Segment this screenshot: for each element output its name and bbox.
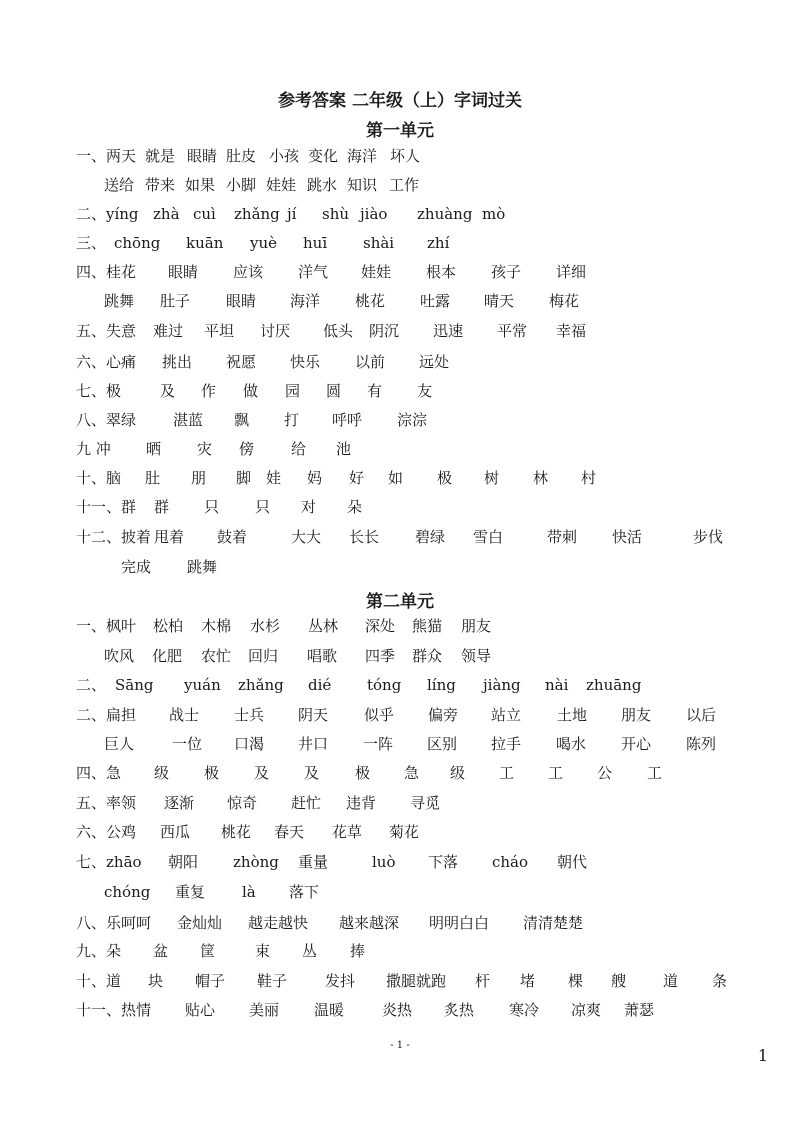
answer-word: 木棉: [201, 617, 232, 635]
answer-word: 眼睛: [226, 292, 257, 310]
answer-word: 祝愿: [226, 353, 257, 371]
unit1-heading: 第一单元: [366, 121, 434, 141]
answer-word: 级: [450, 764, 466, 782]
answer-word: 十、脑: [76, 469, 122, 487]
answer-word: 堵: [520, 972, 536, 990]
answer-word: mò: [482, 205, 506, 223]
answer-word: 好: [349, 469, 365, 487]
answer-word: 作: [201, 382, 217, 400]
answer-word: 村: [581, 469, 597, 487]
answer-word: 群众: [412, 647, 443, 665]
answer-word: 幸福: [556, 322, 587, 340]
answer-word: 只: [255, 498, 271, 516]
answer-word: 工: [548, 764, 564, 782]
answer-word: jiào: [360, 205, 388, 223]
answer-word: 吐露: [420, 292, 451, 310]
answer-word: 讨厌: [260, 322, 291, 340]
answer-word: 八、翠绿: [76, 411, 137, 429]
answer-word: 晒: [146, 440, 162, 458]
answer-word: 战士: [169, 706, 200, 724]
answer-word: 四、急: [76, 764, 122, 782]
answer-word: 梅花: [549, 292, 580, 310]
answer-word: zhí: [427, 234, 450, 252]
answer-word: 只: [204, 498, 220, 516]
answer-word: 眼睛: [187, 147, 218, 165]
corner-mark: 1: [757, 1046, 768, 1065]
answer-word: 越来越深: [339, 914, 400, 932]
answer-word: 阴沉: [369, 322, 400, 340]
answer-word: 平坦: [204, 322, 235, 340]
answer-word: 六、心痛: [76, 353, 137, 371]
answer-word: 寻觅: [410, 794, 441, 812]
answer-word: 有: [367, 382, 383, 400]
answer-word: 桃花: [221, 823, 252, 841]
answer-word: 筐: [200, 942, 216, 960]
answer-word: 六、公鸡: [76, 823, 137, 841]
answer-word: 巨人: [104, 735, 135, 753]
answer-word: 跳舞: [104, 292, 135, 310]
answer-word: 步伐: [693, 528, 724, 546]
answer-word: 圆: [326, 382, 342, 400]
answer-word: 炙热: [444, 1001, 475, 1019]
answer-word: 孩子: [491, 263, 522, 281]
answer-word: 重量: [298, 853, 329, 871]
answer-word: 棵: [568, 972, 584, 990]
answer-word: 九、朵: [76, 942, 122, 960]
answer-word: 美丽: [249, 1001, 280, 1019]
answer-word: 领导: [461, 647, 492, 665]
answer-word: 萧瑟: [624, 1001, 655, 1019]
answer-word: zhà: [153, 205, 180, 223]
answer-word: 极: [437, 469, 453, 487]
answer-word: 化肥: [152, 647, 183, 665]
answer-word: 肚子: [160, 292, 191, 310]
answer-word: 站立: [491, 706, 522, 724]
answer-word: 打: [284, 411, 300, 429]
answer-word: 带刺: [547, 528, 578, 546]
answer-word: 极: [204, 764, 220, 782]
answer-word: 朝阳: [168, 853, 199, 871]
answer-word: 区别: [427, 735, 458, 753]
answer-word: 松柏: [153, 617, 184, 635]
page-number: - 1 -: [390, 1040, 410, 1051]
answer-word: 逐渐: [164, 794, 195, 812]
answer-word: 朋友: [621, 706, 652, 724]
answer-word: 池: [336, 440, 352, 458]
answer-word: 飘: [234, 411, 250, 429]
answer-word: dié: [308, 676, 332, 694]
answer-word: 知识: [347, 176, 378, 194]
answer-word: 跳舞: [187, 558, 218, 576]
answer-word: 工: [647, 764, 663, 782]
answer-word: 送给: [104, 176, 135, 194]
answer-word: là: [242, 883, 256, 901]
answer-word: 炎热: [382, 1001, 413, 1019]
answer-word: chóng: [104, 883, 151, 901]
answer-word: 长长: [349, 528, 380, 546]
answer-word: 十一、群: [76, 498, 137, 516]
answer-word: zhǎng: [238, 676, 284, 694]
answer-word: 园: [285, 382, 301, 400]
answer-word: 束: [255, 942, 271, 960]
answer-word: 拉手: [491, 735, 522, 753]
answer-word: 海洋: [290, 292, 321, 310]
answer-word: zhuàng: [417, 205, 473, 223]
answer-word: 艘: [611, 972, 627, 990]
answer-word: 温暖: [314, 1001, 345, 1019]
answer-word: 朵: [347, 498, 363, 516]
answer-word: 下落: [428, 853, 459, 871]
answer-word: 如果: [185, 176, 216, 194]
answer-word: 凉爽: [571, 1001, 602, 1019]
answer-word: yuán: [184, 676, 221, 694]
answer-word: 赶忙: [291, 794, 322, 812]
answer-word: 发抖: [325, 972, 356, 990]
answer-word: 九 冲: [76, 440, 111, 458]
answer-word: 四季: [365, 647, 396, 665]
answer-word: 雪白: [473, 528, 504, 546]
answer-word: 及: [160, 382, 176, 400]
answer-word: luò: [372, 853, 396, 871]
answer-word: 挑出: [162, 353, 193, 371]
answer-word: 十、道: [76, 972, 122, 990]
answer-word: 给: [291, 440, 307, 458]
answer-word: 帽子: [195, 972, 226, 990]
answer-word: 菊花: [389, 823, 420, 841]
answer-word: 鼓着: [217, 528, 248, 546]
answer-word: 偏旁: [428, 706, 459, 724]
answer-word: 及: [254, 764, 270, 782]
answer-word: chōng: [114, 234, 161, 252]
answer-word: 跳水: [307, 176, 338, 194]
answer-word: 根本: [426, 263, 457, 281]
answer-word: 五、率领: [76, 794, 137, 812]
answer-word: 详细: [556, 263, 587, 281]
answer-word: 一位: [172, 735, 203, 753]
answer-word: 妈: [307, 469, 323, 487]
answer-word: cháo: [492, 853, 529, 871]
answer-word: 二、: [76, 676, 107, 694]
answer-word: 丛: [302, 942, 318, 960]
answer-word: 小脚: [226, 176, 257, 194]
answer-word: 晴天: [484, 292, 515, 310]
answer-word: tóng: [367, 676, 402, 694]
answer-word: 井口: [298, 735, 329, 753]
answer-word: 一、两天: [76, 147, 137, 165]
answer-word: 群: [154, 498, 170, 516]
page-title: 参考答案 二年级（上）字词过关: [278, 91, 522, 111]
answer-word: nài: [545, 676, 569, 694]
answer-word: 远处: [419, 353, 450, 371]
answer-word: 快活: [612, 528, 643, 546]
answer-word: 难过: [153, 322, 184, 340]
answer-word: 林: [533, 469, 549, 487]
answer-word: 十一、热情: [76, 1001, 152, 1019]
answer-word: 撒腿就跑: [386, 972, 447, 990]
answer-word: 公: [597, 764, 613, 782]
answer-word: 杆: [475, 972, 491, 990]
answer-word: 七、zhāo: [76, 853, 142, 871]
answer-word: 丛林: [308, 617, 339, 635]
answer-word: 平常: [497, 322, 528, 340]
answer-word: 灾: [197, 440, 213, 458]
answer-word: 农忙: [201, 647, 232, 665]
answer-word: líng: [427, 676, 456, 694]
answer-word: 及: [304, 764, 320, 782]
answer-word: 三、: [76, 234, 107, 252]
answer-word: 迅速: [433, 322, 464, 340]
answer-word: 脚: [236, 469, 252, 487]
answer-word: 以后: [686, 706, 717, 724]
answer-word: 陈列: [686, 735, 717, 753]
answer-word: 惊奇: [227, 794, 258, 812]
answer-word: 违背: [346, 794, 377, 812]
answer-word: yuè: [250, 234, 278, 252]
answer-word: zhuāng: [586, 676, 642, 694]
answer-word: 树: [484, 469, 500, 487]
answer-word: 五、失意: [76, 322, 137, 340]
answer-word: 重复: [175, 883, 206, 901]
answer-word: 口渴: [234, 735, 265, 753]
answer-word: 土地: [557, 706, 588, 724]
answer-word: huī: [303, 234, 328, 252]
answer-word: 带来: [145, 176, 176, 194]
answer-word: 工作: [389, 176, 420, 194]
answer-word: 花草: [332, 823, 363, 841]
answer-word: 四、桂花: [76, 263, 137, 281]
answer-word: 士兵: [234, 706, 265, 724]
answer-word: 吹风: [104, 647, 135, 665]
answer-word: 八、乐呵呵: [76, 914, 152, 932]
answer-word: zhòng: [233, 853, 279, 871]
answer-word: 朋友: [461, 617, 492, 635]
answer-word: 落下: [289, 883, 320, 901]
answer-word: 一阵: [363, 735, 394, 753]
answer-word: 湛蓝: [173, 411, 204, 429]
answer-word: 清清楚楚: [523, 914, 584, 932]
answer-word: 大大: [291, 528, 322, 546]
answer-word: cuì: [193, 205, 216, 223]
answer-word: 傍: [239, 440, 255, 458]
answer-word: 肚: [145, 469, 161, 487]
answer-word: 淙淙: [397, 411, 428, 429]
answer-word: 深处: [365, 617, 396, 635]
answer-word: 春天: [274, 823, 305, 841]
answer-word: 十二、披着: [76, 528, 152, 546]
answer-word: 条: [712, 972, 728, 990]
answer-word: 开心: [621, 735, 652, 753]
answer-word: 越走越快: [248, 914, 309, 932]
answer-word: 桃花: [355, 292, 386, 310]
answer-word: 鞋子: [257, 972, 288, 990]
answer-word: 二、yíng: [76, 205, 139, 223]
answer-word: 完成: [121, 558, 152, 576]
answer-word: 捧: [350, 942, 366, 960]
answer-word: 对: [301, 498, 317, 516]
answer-word: 坏人: [390, 147, 421, 165]
answer-word: 盆: [153, 942, 169, 960]
answer-word: 二、扁担: [76, 706, 137, 724]
answer-word: 西瓜: [160, 823, 191, 841]
answer-word: 回归: [248, 647, 279, 665]
answer-word: 明明白白: [429, 914, 490, 932]
answer-word: 朝代: [557, 853, 588, 871]
answer-word: 肚皮: [226, 147, 257, 165]
answer-word: 朋: [191, 469, 207, 487]
answer-word: 七、极: [76, 382, 122, 400]
answer-word: shù: [322, 205, 350, 223]
answer-word: 熊猫: [412, 617, 443, 635]
answer-word: 做: [243, 382, 259, 400]
answer-word: 急: [404, 764, 420, 782]
answer-word: 眼睛: [168, 263, 199, 281]
answer-word: 极: [355, 764, 371, 782]
answer-word: 就是: [145, 147, 176, 165]
unit2-heading: 第二单元: [366, 592, 434, 612]
answer-word: 碧绿: [415, 528, 446, 546]
answer-word: 低头: [323, 322, 354, 340]
answer-word: 如: [388, 469, 404, 487]
answer-word: 阴天: [298, 706, 329, 724]
answer-word: 寒冷: [509, 1001, 540, 1019]
answer-word: 海洋: [347, 147, 378, 165]
answer-word: 娃娃: [266, 176, 297, 194]
answer-word: kuān: [186, 234, 224, 252]
answer-word: 级: [154, 764, 170, 782]
answer-word: 应该: [233, 263, 264, 281]
answer-word: shài: [363, 234, 395, 252]
answer-word: 娃娃: [361, 263, 392, 281]
answer-word: 洋气: [298, 263, 329, 281]
answer-word: 小孩: [269, 147, 300, 165]
answer-word: 喝水: [556, 735, 587, 753]
answer-word: 甩着: [154, 528, 185, 546]
answer-word: 快乐: [290, 353, 321, 371]
answer-word: 贴心: [185, 1001, 216, 1019]
answer-word: 水杉: [250, 617, 281, 635]
answer-word: 一、枫叶: [76, 617, 137, 635]
answer-word: 以前: [355, 353, 386, 371]
answer-word: zhǎng: [234, 205, 280, 223]
answer-word: 道: [663, 972, 679, 990]
answer-word: jiàng: [483, 676, 521, 694]
answer-word: Sāng: [115, 676, 154, 694]
answer-word: 娃: [266, 469, 282, 487]
answer-word: 金灿灿: [177, 914, 223, 932]
answer-word: 唱歌: [307, 647, 338, 665]
answer-word: 变化: [308, 147, 339, 165]
answer-word: 块: [148, 972, 164, 990]
answer-word: jí: [287, 205, 297, 223]
answer-word: 似乎: [364, 706, 395, 724]
answer-word: 工: [499, 764, 515, 782]
answer-word: 呼呼: [332, 411, 363, 429]
answer-word: 友: [417, 382, 433, 400]
